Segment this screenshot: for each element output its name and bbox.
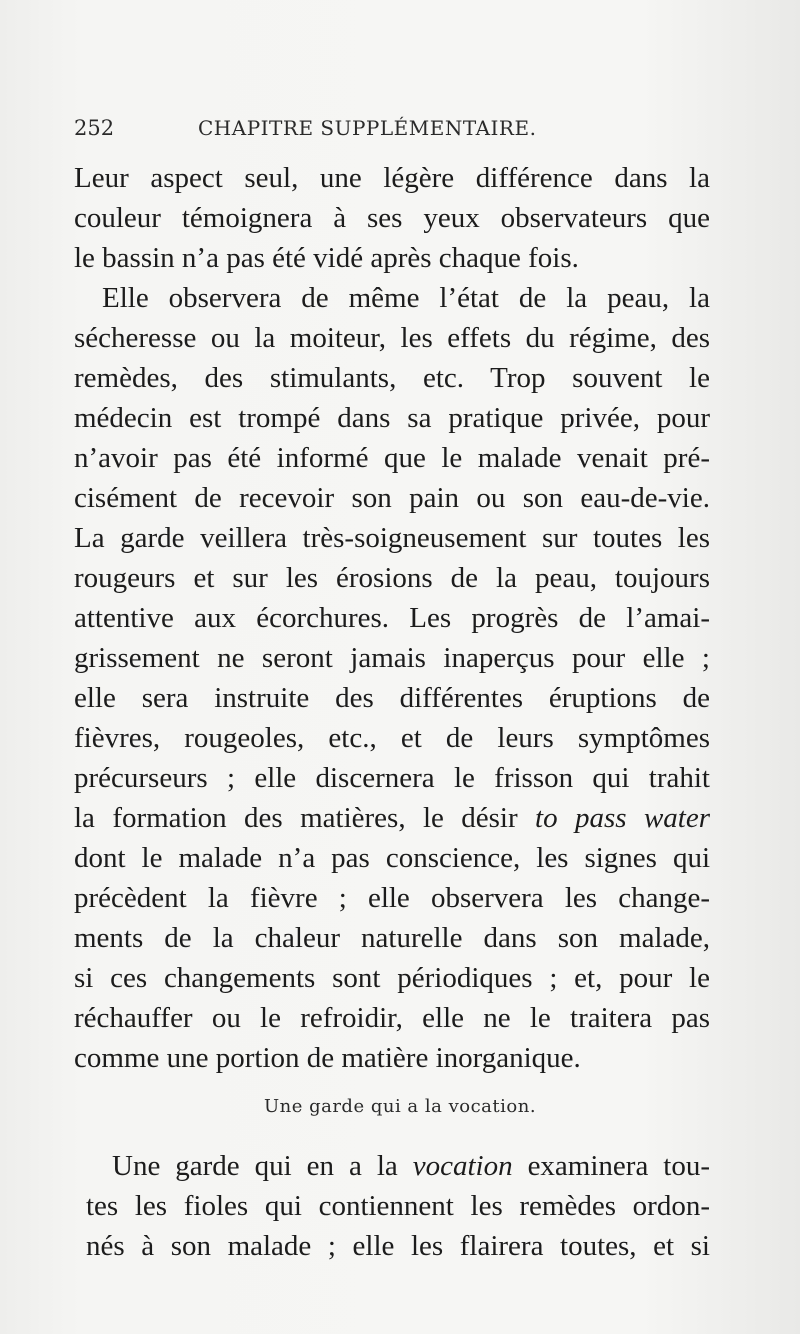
text-line: grissement ne seront jamais inaperçus pour elle ; — [74, 642, 710, 674]
text-line: rougeurs et sur les érosions de la peau, toujours — [74, 562, 710, 594]
text-line: tes les fioles qui contiennent les remèdes ordon- — [86, 1190, 710, 1222]
text-line: ments de la chaleur naturelle dans son malade, — [74, 922, 710, 954]
text-line: le bassin n’a pas été vidé après chaque fois. — [74, 242, 579, 274]
text-line: précurseurs ; elle discernera le frisson qui trahit — [74, 762, 710, 794]
text-line: fièvres, rougeoles, etc., et de leurs symptômes — [74, 722, 710, 754]
italic-word: vocation — [412, 1150, 513, 1182]
text-line: sécheresse ou la moiteur, les effets du régime, des — [74, 322, 710, 354]
text-line: si ces changements sont périodiques ; et, pour le — [74, 962, 710, 994]
body-text — [74, 158, 710, 1078]
text-line: dont le malade n’a pas conscience, les signes qui — [74, 842, 710, 874]
page-number: 252 — [74, 116, 115, 140]
section-text — [86, 1146, 710, 1266]
text-line: n’avoir pas été informé que le malade venait pré- — [74, 442, 710, 474]
section-heading: Une garde qui a la vocation. — [263, 1096, 537, 1117]
text-line-with-italic — [86, 1146, 710, 1186]
text-line: La garde veillera très-soigneusement sur toutes les — [74, 522, 710, 554]
text-line: Elle observera de même l’état de la peau, la — [102, 282, 710, 314]
running-title: CHAPITRE SUPPLÉMENTAIRE. — [198, 116, 537, 140]
text-line-with-italic — [74, 798, 710, 838]
text-line: nés à son malade ; elle les flairera toutes, et si — [86, 1230, 710, 1262]
text-line: couleur témoignera à ses yeux observateurs que — [74, 202, 710, 234]
text-line: Leur aspect seul, une légère différence dans la — [74, 162, 710, 194]
text-line: médecin est trompé dans sa pratique privée, pour — [74, 402, 710, 434]
text-segment: Une garde qui en a la — [112, 1150, 398, 1182]
text-line: comme une portion de matière inorganique. — [74, 1042, 581, 1074]
text-segment: la formation des matières, le désir — [74, 802, 518, 834]
text-segment: examinera tou- — [527, 1150, 710, 1182]
text-line: attentive aux écorchures. Les progrès de l’amai- — [74, 602, 710, 634]
italic-phrase: to pass water — [535, 802, 710, 834]
running-head — [74, 114, 594, 146]
text-line: remèdes, des stimulants, etc. Trop souvent le — [74, 362, 710, 394]
text-line: elle sera instruite des différentes éruptions de — [74, 682, 710, 714]
text-line: précèdent la fièvre ; elle observera les change- — [74, 882, 710, 914]
text-line: réchauffer ou le refroidir, elle ne le traitera pas — [74, 1002, 710, 1034]
text-line: cisément de recevoir son pain ou son eau-de-vie. — [74, 482, 710, 514]
